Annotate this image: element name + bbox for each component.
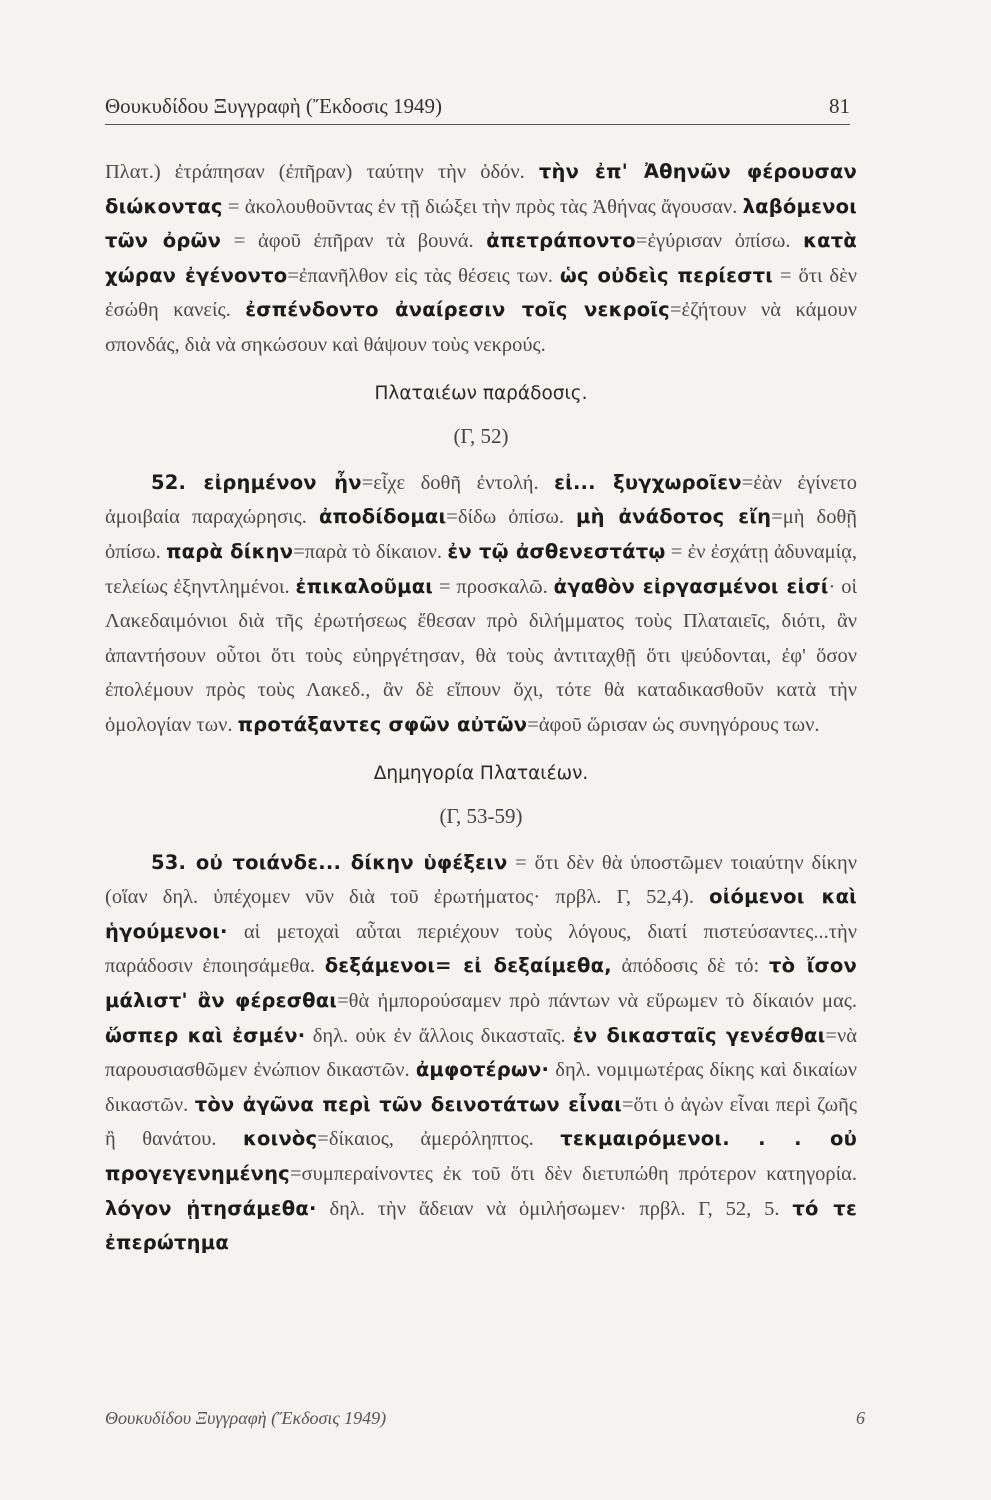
gloss-text: =νὰ παρουσιασθῶμεν ἐνώπιον δικαστῶν. — [105, 1024, 857, 1082]
gloss-text: = ὅτι δὲν θὰ ὑποστῶμεν τοιαύτην δίκην (οἵαν δηλ. ὑπέχομεν νῦν διὰ τοῦ ἐρωτήματος· πρβλ. Γ, 52,4). — [105, 851, 857, 909]
chapter-number: 52. — [151, 470, 204, 494]
gloss-text: = ἐν ἐσχάτῃ ἀδυναμίᾳ, τελείως ἐξηντλημένοι. — [105, 540, 857, 598]
gloss-text: =παρὰ τὸ δίκαιον. — [293, 540, 448, 563]
gloss-text: αἱ μετοχαὶ αὗται περιέχουν τοὺς λόγους, διατί πιστεύσαντες...τὴν παράδοσιν ἐποιησάμεθα. — [105, 920, 857, 978]
section-title: Πλαταιέων παράδοσις. — [374, 382, 588, 404]
lemma: ἐν τῷ ἀσθενεστάτῳ — [447, 539, 666, 563]
section-reference: (Γ, 53-59) — [439, 804, 523, 829]
gloss-text: = ἀκολουθοῦντας ἐν τῇ διώξει τὴν πρὸς τὰς Ἀθήνας ἄγουσαν. — [222, 195, 743, 218]
lemma: λαβόμενοι τῶν ὀρῶν — [105, 194, 857, 253]
lemma: ἀποδίδομαι — [318, 505, 447, 529]
lemma: ἀμφοτέρων· — [415, 1058, 550, 1082]
running-head — [105, 94, 850, 125]
gloss-text: =ἐγύρισαν ὀπίσω. — [635, 230, 804, 253]
lemma: ὡς οὐδεὶς περίεστι — [559, 263, 774, 287]
gloss-text: =ὅτι ὁ ἀγὼν εἶναι περὶ ζωῆς ἢ θανάτου. — [105, 1093, 857, 1151]
gloss-text: = προσκαλῶ. — [433, 575, 554, 598]
gloss-text: δηλ. οὐκ ἐν ἄλλοις δικασταῖς. — [305, 1024, 573, 1047]
gloss-text: =ἐζήτουν νὰ κάμουν σπονδάς, διὰ νὰ σηκώσουν καὶ θάψουν τοὺς νεκρούς. — [105, 299, 858, 356]
gloss-text: ἀπόδοσις δὲ τό: — [611, 955, 769, 978]
gloss-text: =θὰ ἠμπορούσαμεν πρὸ πάντων νὰ εὕρωμεν τὸ δίκαιόν μας. — [337, 990, 857, 1013]
section-reference: (Γ, 52) — [453, 424, 509, 449]
lemma: προτάξαντες σφῶν αὐτῶν — [237, 712, 528, 736]
gloss-text: = ὅτι δὲν ἐσώθη κανείς. — [105, 264, 857, 322]
lemma: τὴν ἐπ' Ἀθηνῶν φέρουσαν διώκοντας — [105, 160, 857, 218]
gloss-text: δηλ. τὴν ἄδειαν νὰ ὁμιλήσωμεν· πρβλ. Γ, 52, 5. — [316, 1197, 793, 1220]
lemma: ἐσπένδοντο ἀναίρεσιν τοῖς νεκροῖς — [245, 298, 670, 322]
lemma: κατὰ χώραν ἐγένοντο — [105, 229, 858, 287]
gloss-text: = ἀφοῦ ἐπῆραν τὰ βουνά. — [221, 230, 487, 253]
lemma: τὸν ἀγῶνα περὶ τῶν δεινοτάτων εἶναι — [194, 1092, 622, 1116]
gloss-text: =δίδω ὀπίσω. — [446, 506, 577, 529]
lemma: τὸ ἴσον μάλιστ' ἂν φέρεσθαι — [105, 954, 857, 1013]
paragraph-commentary-52 — [105, 466, 857, 743]
lemma: τό τε ἐπερώτημα — [105, 1196, 857, 1255]
page-footer — [105, 1408, 865, 1438]
gloss-text: =ἀφοῦ ὥρισαν ὡς συνηγόρους των. — [527, 713, 820, 736]
lemma: εἰρημένον ἦν — [203, 470, 362, 494]
lemma: λόγον ᾐτησάμεθα· — [105, 1196, 317, 1220]
lemma: οἰόμενοι καὶ ἡγούμενοι· — [105, 885, 857, 943]
gloss-text: =δίκαιος, ἀμερόληπτος. — [317, 1128, 561, 1151]
lemma: δεξάμενοι= εἰ δεξαίμεθα, — [324, 954, 612, 978]
lemma: παρὰ δίκην — [166, 539, 294, 563]
lemma: ἐπικαλοῦμαι — [295, 574, 434, 598]
running-head-title: Θουκυδίδου Ξυγγραφὴ (Ἔκδοσις 1949) — [105, 94, 442, 118]
lemma: ἐν δικασταῖς γενέσθαι — [572, 1023, 826, 1047]
paragraph-commentary-53 — [105, 846, 857, 1261]
lemma: ἀγαθὸν εἰργασμένοι εἰσί — [553, 574, 829, 598]
footer-title: Θουκυδίδου Ξυγγραφὴ (Ἔκδοσις 1949) — [105, 1408, 387, 1428]
chapter-number: 53. — [151, 850, 196, 874]
lemma: ἀπετράποντο — [486, 229, 636, 253]
signature-mark: 6 — [856, 1408, 865, 1428]
gloss-text: =μὴ δοθῇ ὀπίσω. — [105, 506, 857, 563]
gloss-text: =συμπεραίνοντες ἐκ τοῦ ὅτι δὲν διετυπώθη πρότερον κατηγορία. — [289, 1163, 857, 1186]
lemma: οὐ τοιάνδε... δίκην ὑφέξειν — [195, 850, 508, 874]
gloss-text: Πλατ.) ἐτράπησαν (ἐπῆραν) ταύτην τὴν ὁδόν. — [105, 161, 539, 183]
lemma: κοινὸς — [243, 1127, 318, 1151]
paragraph-commentary-51 — [105, 155, 857, 363]
lemma: εἰ... ξυγχωροῖεν — [554, 470, 742, 494]
section-title: Δημηγορία Πλαταιέων. — [373, 762, 589, 784]
lemma: ὥσπερ καὶ ἐσμέν· — [105, 1023, 306, 1047]
gloss-text: =ἐὰν ἐγίνετο ἀμοιβαία παραχώρησις. — [105, 471, 857, 529]
gloss-text: =εἶχε δοθῆ ἐντολή. — [361, 471, 555, 494]
gloss-text: δηλ. νομιμωτέρας δίκης καὶ δικαίων δικαστῶν. — [105, 1059, 857, 1116]
page-body — [105, 155, 857, 1261]
page-number: 81 — [829, 94, 850, 118]
gloss-text: =ἐπανῆλθον εἰς τὰς θέσεις των. — [287, 264, 560, 287]
lemma: τεκμαιρόμενοι. . . οὐ προγεγενημένης — [105, 1127, 857, 1186]
gloss-text: · οἱ Λακεδαιμόνιοι διὰ τῆς ἐρωτήσεως ἔθεσαν πρὸ διλήμματος τοὺς Πλαταιεῖς, διότι, ἂν ἀπαντήσουν οὗτοι ὅτι τοὺς εὐηργέτησαν, θὰ τοὺς ἀντιταχθῇ ὅτι ψεύδονται, ἐφ' ὅσον ἐπολέμουν πρὸς τοὺς Λακεδ., ἂν δὲ εἴπουν ὄχι, τότε θὰ καταδικασθοῦν κατὰ τὴν ὁμολογίαν των. — [105, 575, 857, 736]
lemma: μὴ ἀνάδοτος εἴη — [576, 505, 772, 529]
